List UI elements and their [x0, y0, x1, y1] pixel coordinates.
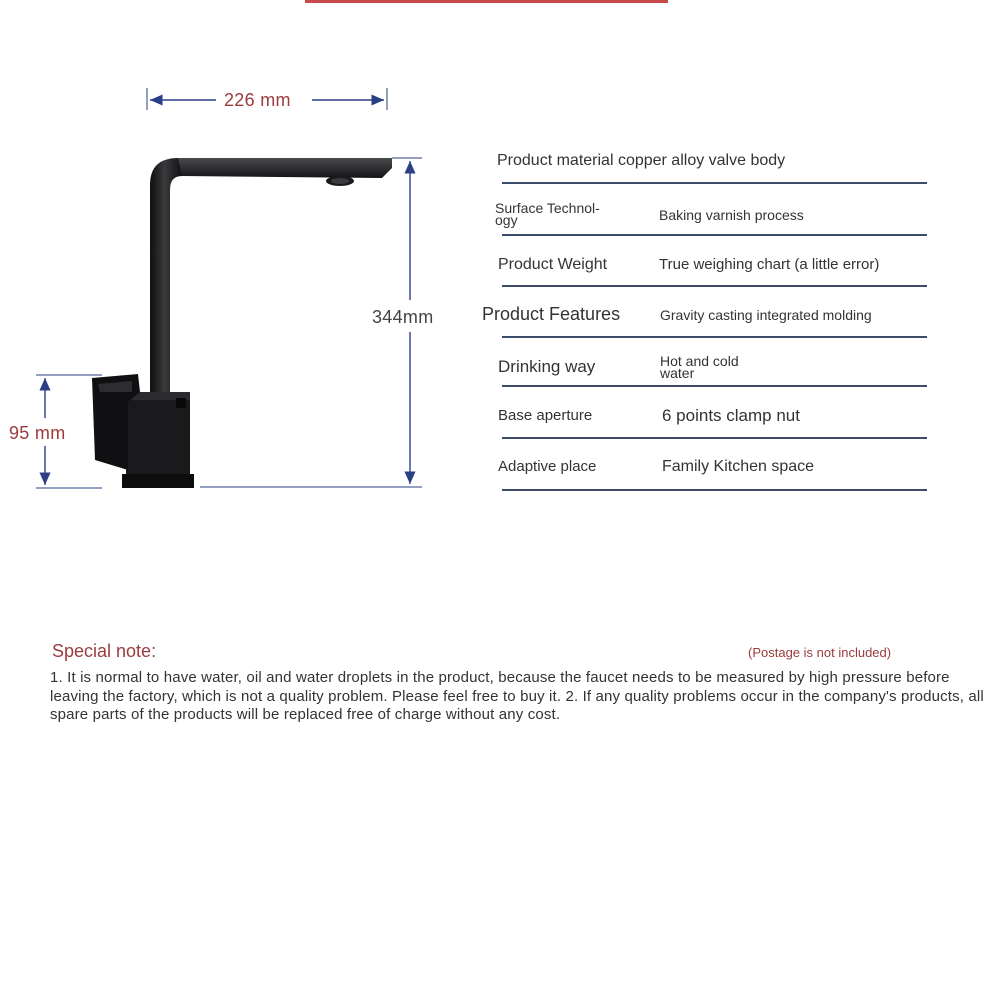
faucet-illustration [92, 158, 392, 488]
spec-key: Base aperture [498, 407, 593, 424]
postage-note: (Postage is not included) [748, 645, 892, 660]
spec-divider [502, 437, 927, 439]
spec-key: Product material copper alloy valve body [497, 152, 786, 169]
spec-divider [502, 489, 927, 491]
spec-value: Family Kitchen space [662, 458, 815, 475]
spec-row [480, 302, 930, 342]
spec-key: Product Weight [498, 256, 608, 273]
special-note-body: 1. It is normal to have water, oil and water droplets in the product, because the faucet needs to be measured by high pressure before leaving the factory, which is not a quality problem. Please feel free to buy it. 2. If any quality problems occur in the company's products, all spare parts of the products will be replaced free of charge without any cost. [50, 669, 984, 723]
faucet-diagram [0, 0, 460, 500]
height-label: 344mm [372, 307, 434, 327]
spec-key: Drinking way [498, 357, 596, 376]
spec-row [480, 150, 930, 190]
spec-key: Surface Technol- ogy [495, 200, 600, 228]
spec-divider [502, 285, 927, 287]
spec-key: Adaptive place [498, 458, 597, 475]
spec-value: Hot and cold water [660, 353, 739, 381]
spec-value: Baking varnish process [659, 207, 804, 223]
spec-divider [502, 182, 927, 184]
spec-row [480, 253, 930, 293]
spec-divider [502, 336, 927, 338]
spec-value: Gravity casting integrated molding [660, 307, 872, 323]
special-note-title: Special note: [52, 641, 157, 661]
base-height-label: 95 mm [9, 423, 66, 443]
spec-row [480, 405, 930, 445]
spec-divider [502, 385, 927, 387]
spec-row [480, 353, 930, 393]
spec-key: Product Features [482, 304, 621, 324]
spec-divider [502, 234, 927, 236]
spec-row [480, 457, 930, 497]
spec-value: 6 points clamp nut [662, 406, 800, 425]
spec-row [480, 198, 930, 238]
spec-value: True weighing chart (a little error) [659, 256, 880, 273]
width-label: 226 mm [224, 90, 291, 110]
